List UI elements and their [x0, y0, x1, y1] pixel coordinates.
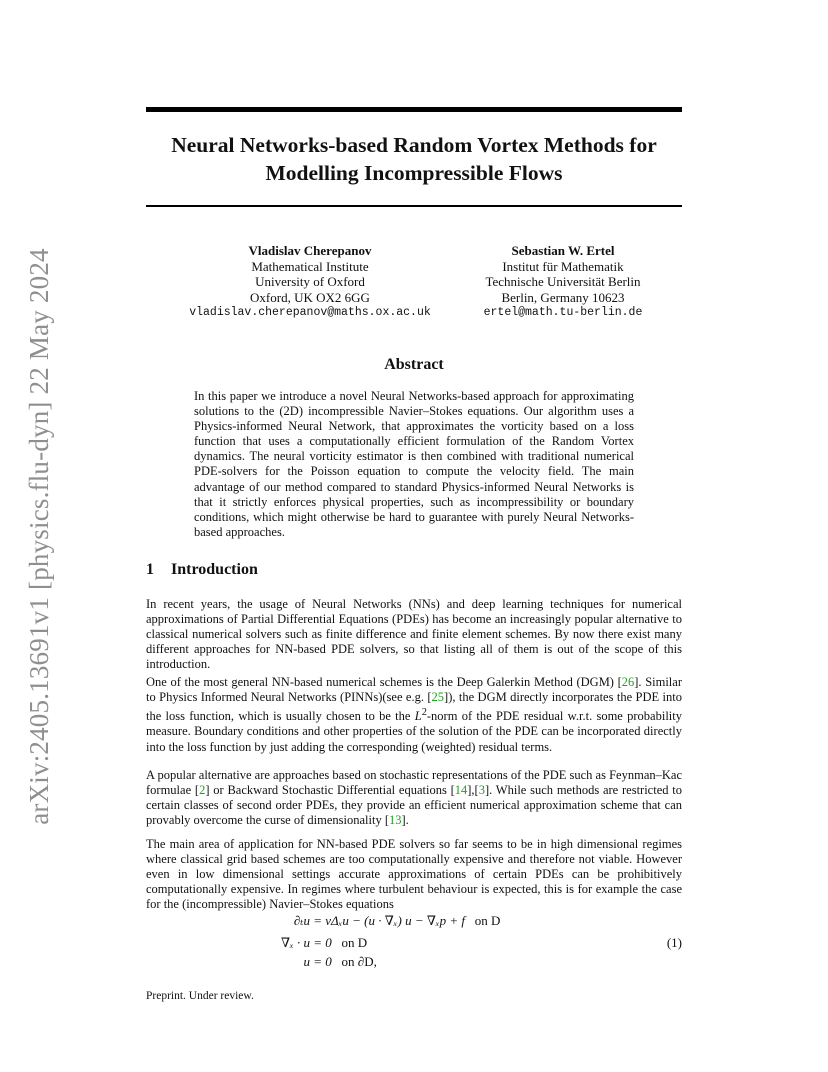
equation-line-1: ∂ₜu = νΔₓu − (u · ∇ₓ) u − ∇ₓp + f on D: [293, 913, 501, 928]
citation-link[interactable]: 2: [199, 783, 206, 798]
author-affiliation: University of Oxford: [255, 274, 365, 289]
citation-link[interactable]: 3: [478, 783, 485, 798]
section-heading: [146, 561, 258, 579]
math-superscript: 2: [421, 707, 427, 719]
section-number: 1: [146, 561, 154, 578]
equation-line-2: ∇ₓ · u = 0 on D: [280, 935, 368, 950]
author-address: Oxford, UK OX2 6GG: [250, 289, 370, 305]
author-name: Vladislav Cherepanov: [248, 243, 372, 258]
intro-paragraph-4: The main area of application for NN-based PDE solvers so far seems to be in high dimensional regimes where classical grid based schemes are too computationally expensive and therefore not viable. However even in low dimensional settings accurate approximations of certain PDEs can be prohibitively computationally expensive. In regimes where turbulent behaviour is expected, this is for example the case for the (incompressible) Navier–Stokes equations: [146, 837, 682, 912]
author-name: Sebastian W. Ertel: [511, 243, 615, 258]
equation-line-3: u = 0 on ∂D,: [303, 954, 377, 969]
title-bottom-rule: [146, 205, 682, 207]
intro-paragraph-3: A popular alternative are approaches based on stochastic representations of the PDE such as Feynman–Kac formulae [2] or Backward Stochastic Differential equations [14],[3]. While such methods are restricted to certain classes of second order PDEs, they provide an efficient numerical approximation scheme that can provably overcome the curse of dimensionality [13].: [146, 768, 683, 828]
page-footer: Preprint. Under review.: [146, 990, 254, 1002]
section-title: Introduction: [171, 561, 258, 578]
title-top-rule: [146, 107, 682, 112]
author-block-2: [432, 243, 694, 321]
citation-link[interactable]: 26: [621, 675, 635, 689]
author-block-1: [180, 243, 440, 321]
title-line-1: Neural Networks-based Random Vortex Methods for: [171, 133, 657, 157]
author-address: Berlin, Germany 10623: [501, 289, 625, 305]
intro-paragraph-2: One of the most general NN-based numerical schemes is the Deep Galerkin Method (DGM) [26]. Similar to Physics Informed Neural Networks (PINNs)(see e.g. [25]), the DGM directly incorporates the PDE into the loss function, which is usually chosen to be the $L^2$-norm of the PDE residual w.r.t. some probability measure. Boundary conditions and other properties of the solution of the PDE can be incorporated directly into the loss function by just adding the corresponding (weighted) residual terms.: [146, 675, 682, 754]
citation-link[interactable]: 25: [431, 690, 445, 705]
abstract-text: In this paper we introduce a novel Neural Networks-based approach for approximating solutions to the (2D) incompressible Navier–Stokes equations. Our algorithm uses a Physics-informed Neural Network, that approximates the vorticity based on a loss function that uses a computationally efficient formulation of the Random Vortex dynamics. The neural vorticity estimator is then combined with traditional numerical PDE-solvers for the Poisson equation to compute the velocity field. The main advantage of our method compared to standard Physics-informed Neural Networks is that it strictly enforces physical properties, such as incompressibility or boundary conditions, which might otherwise be hard to guarantee with purely Neural Networks-based approaches.: [194, 389, 634, 539]
arxiv-id-text: arXiv:2405.13691v1 [physics.flu-dyn] 22 May 2024: [23, 248, 54, 825]
title-line-2: Modelling Incompressible Flows: [265, 161, 563, 185]
citation-link[interactable]: 14: [454, 783, 468, 798]
math-symbol: L: [414, 709, 422, 724]
author-email[interactable]: vladislav.cherepanov@maths.ox.ac.uk: [189, 306, 431, 319]
citation-link[interactable]: 13: [388, 813, 402, 828]
arxiv-side-identifier: [24, 244, 54, 829]
author-affiliation: Institut für Mathematik: [502, 258, 624, 274]
author-affiliation: Technische Universität Berlin: [485, 274, 641, 289]
paper-title: [146, 131, 682, 187]
author-affiliation: Mathematical Institute: [251, 258, 369, 274]
equation-number: (1): [666, 935, 682, 950]
author-email[interactable]: ertel@math.tu-berlin.de: [483, 306, 643, 319]
abstract-heading: Abstract: [384, 356, 444, 373]
intro-paragraph-1: In recent years, the usage of Neural Networks (NNs) and deep learning techniques for numerical approximations of Partial Differential Equations (PDEs) has become an increasingly popular alternative to classical numerical solvers such as finite difference and finite element schemes. By now there exist many different approaches for NN-based PDE solvers, so that listing all of them is out of the scope of this introduction.: [146, 597, 682, 672]
